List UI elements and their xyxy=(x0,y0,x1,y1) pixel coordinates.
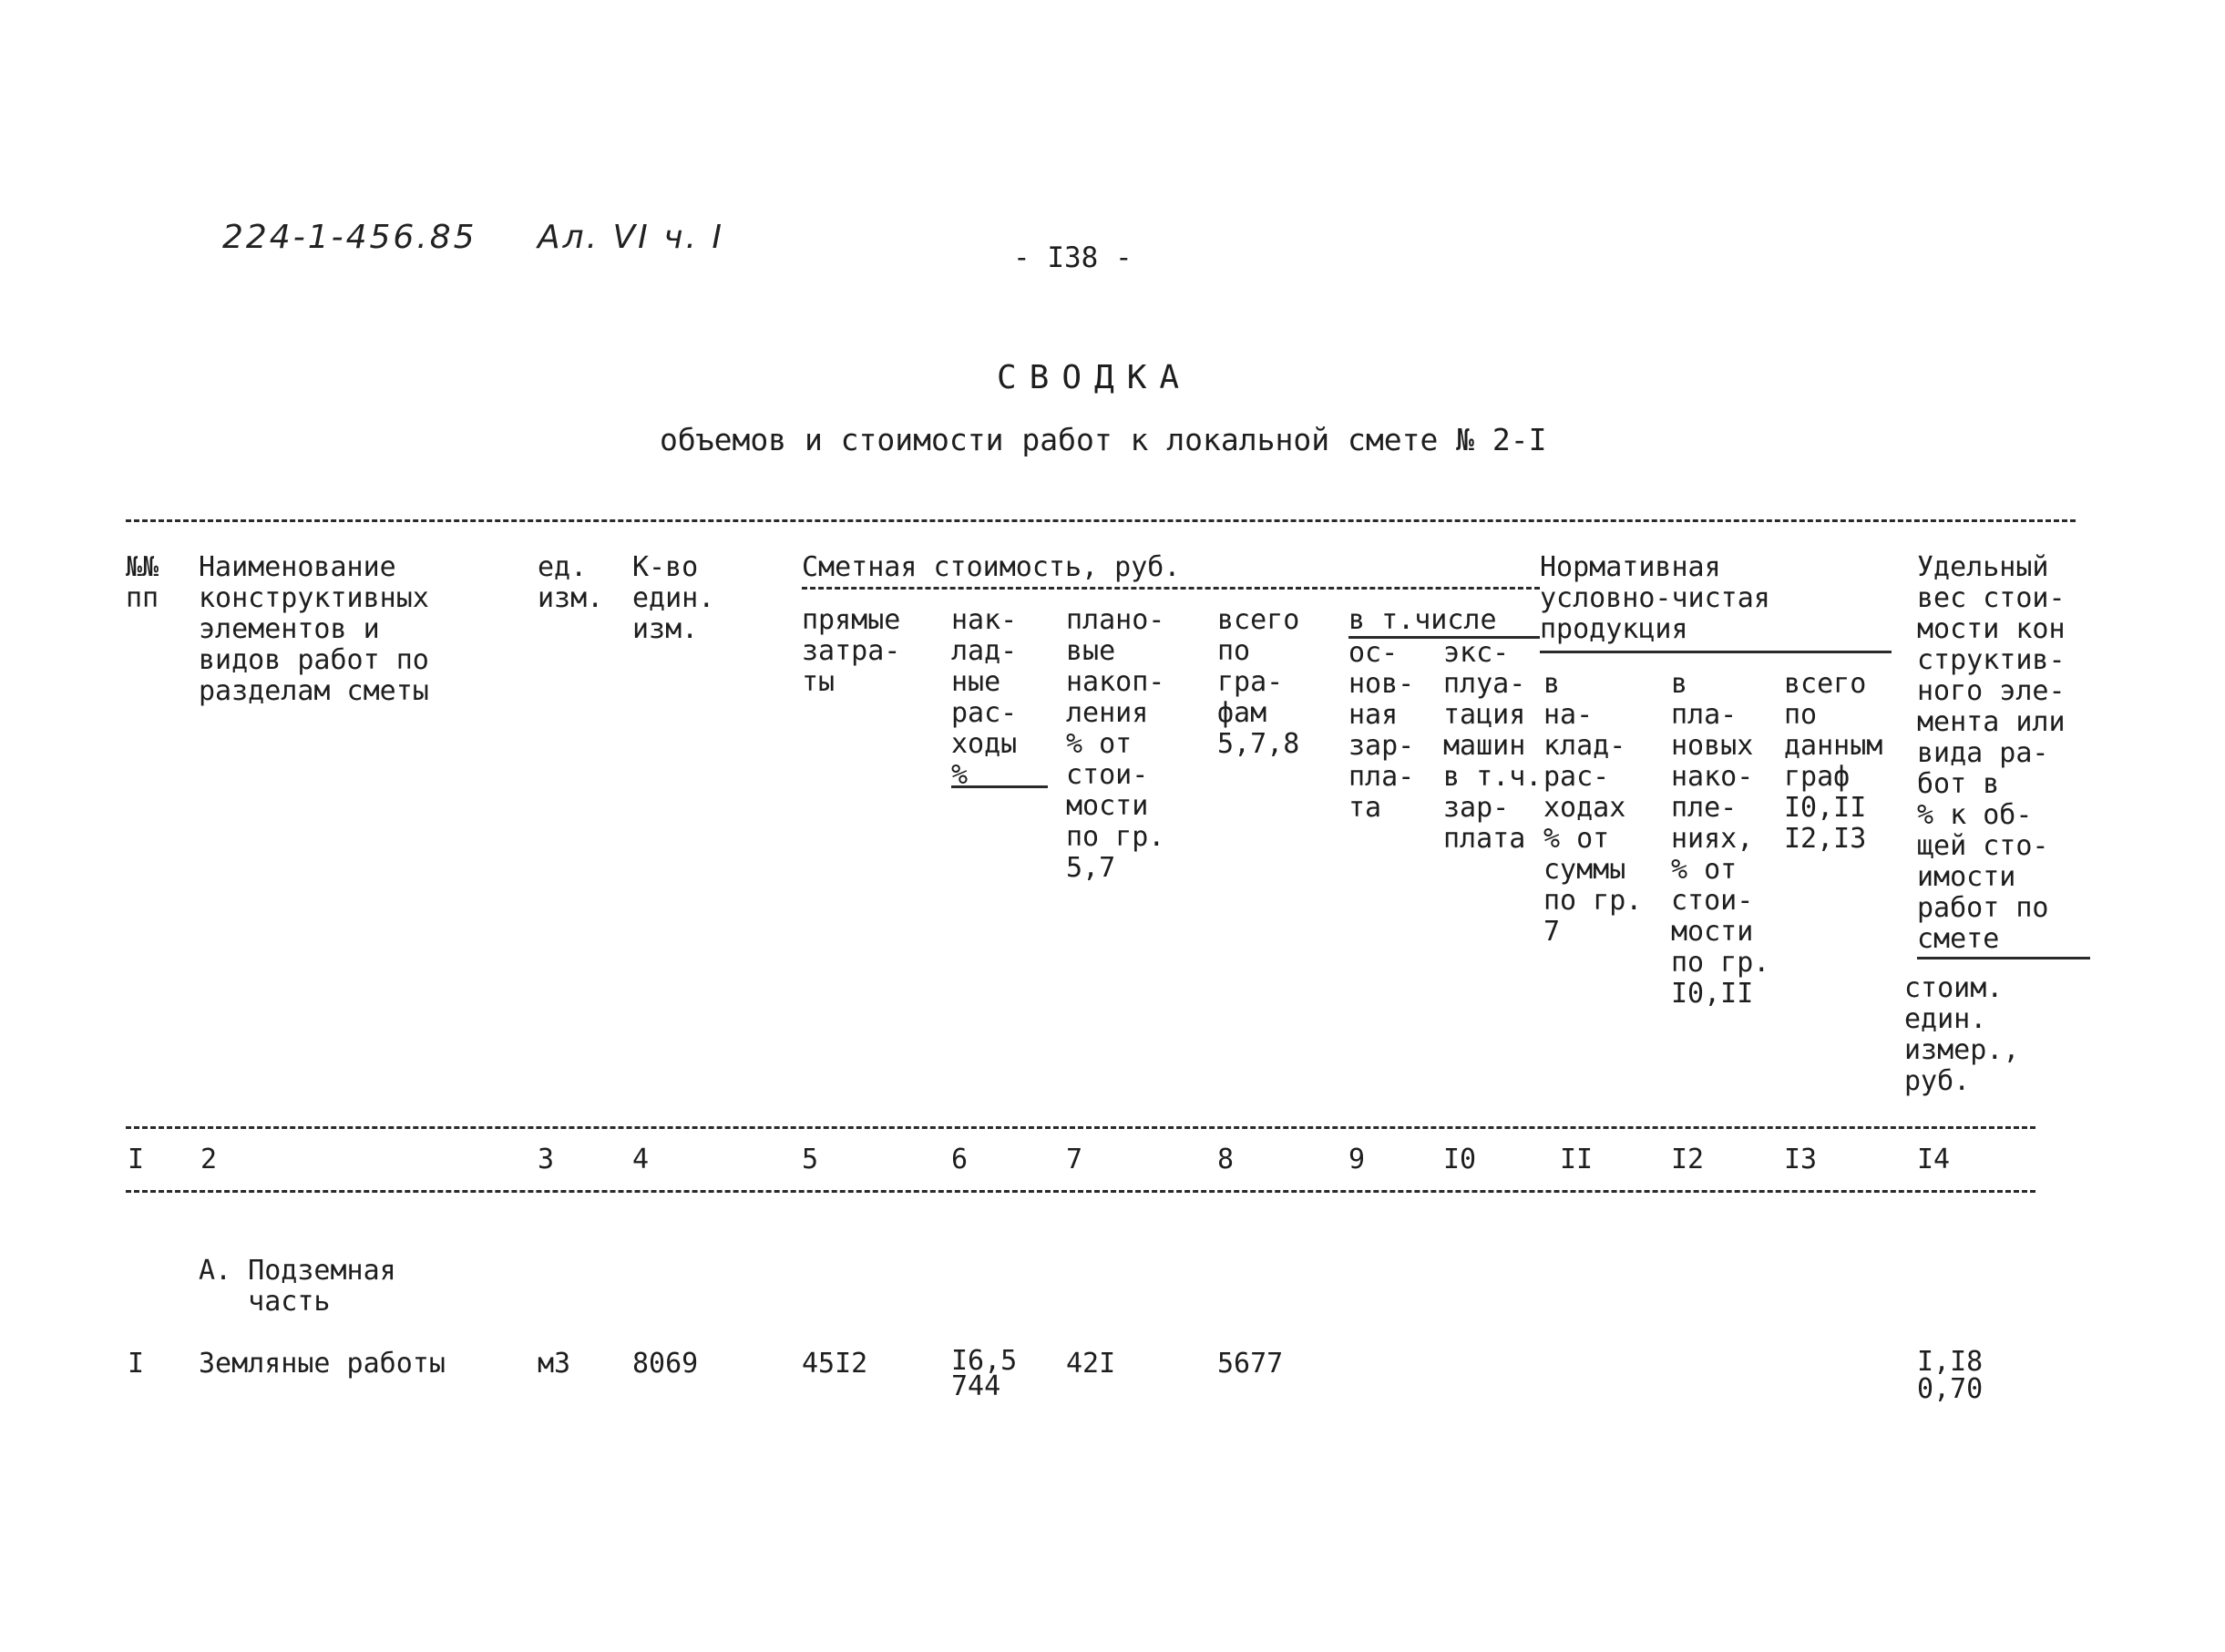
page-number: - I38 - xyxy=(1013,241,1133,274)
colnum-13: I3 xyxy=(1784,1144,1818,1175)
header-name: Наименование конструктивных элементов и видов работ по разделам сметы xyxy=(199,551,429,707)
album-reference: Ал. VI ч. I xyxy=(538,219,724,256)
cost-group-underline xyxy=(802,587,1540,590)
page-title: СВОДКА xyxy=(997,359,1193,396)
header-unit-cost: стоим. един. измер., руб. xyxy=(1904,972,2020,1097)
colnum-11: II xyxy=(1560,1144,1594,1175)
header-norm-planned: в пла- новых нако- пле- ниях, % от стои- мости по гр. I0,II xyxy=(1671,668,1770,1010)
header-planned: плано- вые накоп- ления % от стои- мости по гр. 5,7 xyxy=(1066,604,1165,884)
row-planned: 42I xyxy=(1066,1348,1116,1380)
colnum-5: 5 xyxy=(802,1144,819,1175)
row-share: I,I8 0,70 xyxy=(1917,1346,1984,1405)
header-total: всего по гра- фам 5,7,8 xyxy=(1217,604,1300,760)
colnum-10: I0 xyxy=(1443,1144,1477,1175)
header-incl-label: в т.числе xyxy=(1348,604,1497,636)
colnum-2: 2 xyxy=(200,1144,218,1175)
header-norm-total: всего по данным граф I0,II I2,I3 xyxy=(1784,668,1883,855)
column-numbers-bottom-border xyxy=(126,1190,2035,1193)
header-norm-overhead: в на- клад- рас- ходах % от суммы по гр. 7 xyxy=(1543,668,1643,948)
header-num: №№ пп xyxy=(126,551,159,614)
header-qty: К-во един. изм. xyxy=(632,551,715,645)
row-unit: м3 xyxy=(538,1348,571,1380)
colnum-6: 6 xyxy=(951,1144,969,1175)
table-top-border xyxy=(126,519,2076,522)
colnum-9: 9 xyxy=(1348,1144,1366,1175)
overhead-underline xyxy=(951,785,1048,788)
row-overhead: I6,5 744 xyxy=(951,1345,1018,1402)
page-subtitle: объемов и стоимости работ к локальной смете № 2-I xyxy=(660,422,1547,457)
row-total: 5677 xyxy=(1217,1348,1284,1380)
share-underline xyxy=(1917,957,2090,959)
colnum-1: I xyxy=(128,1144,145,1175)
section-title: А. Подземная часть xyxy=(199,1255,396,1318)
row-num: I xyxy=(128,1348,145,1380)
header-share: Удельный вес стои- мости кон структив- ного эле- мента или вида ра- бот в % к об- щей сто- имости работ по смете xyxy=(1917,551,2066,955)
colnum-3: 3 xyxy=(538,1144,555,1175)
row-name: Земляные работы xyxy=(199,1348,446,1380)
colnum-14: I4 xyxy=(1917,1144,1951,1175)
header-cost-group: Сметная стоимость, руб. xyxy=(802,551,1181,583)
colnum-7: 7 xyxy=(1066,1144,1083,1175)
row-qty: 8069 xyxy=(632,1348,699,1380)
colnum-12: I2 xyxy=(1671,1144,1705,1175)
header-overhead: нак- лад- ные рас- ходы % xyxy=(951,604,1018,791)
row-direct: 45I2 xyxy=(802,1348,868,1380)
header-machines: экс- плуа- тация машин в т.ч. зар- плата xyxy=(1443,637,1543,855)
header-unit: ед. изм. xyxy=(538,551,604,614)
header-norm-group: Нормативная условно-чистая продукция xyxy=(1540,551,1770,645)
column-numbers-top-border xyxy=(126,1126,2035,1129)
colnum-8: 8 xyxy=(1217,1144,1235,1175)
colnum-4: 4 xyxy=(632,1144,650,1175)
document-code: 224-1-456.85 xyxy=(222,219,477,256)
norm-group-underline xyxy=(1540,651,1892,653)
header-direct: прямые затра- ты xyxy=(802,604,901,698)
header-base-wage: ос- нов- ная зар- пла- та xyxy=(1348,637,1415,824)
